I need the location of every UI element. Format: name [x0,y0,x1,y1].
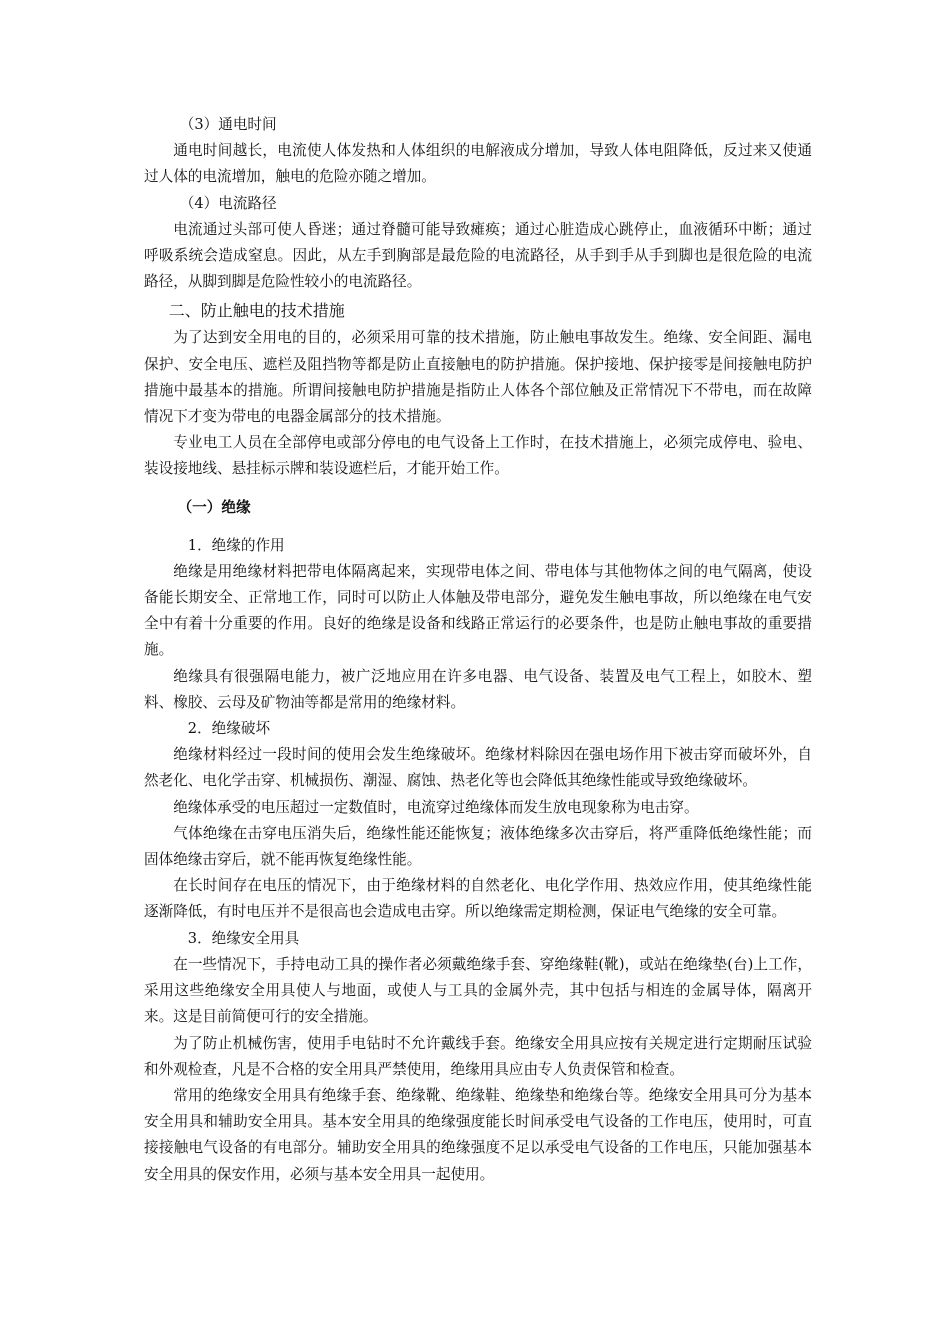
item-title-insulation-damage: 2．绝缘破坏 [187,720,271,738]
paragraph-measures-2: 专业电工人员在全部停电或部分停电的电气设备上工作时，在技术措施上，必须完成停电、验电、装设接地线、悬挂标示牌和装设遮栏后，才能开始工作。 [144,434,812,478]
section-heading-insulation: （一）绝缘 [177,498,251,516]
paragraph-insulation-tools-2: 为了防止机械伤害，使用手电钻时不允许戴线手套。绝缘安全用具应按有关规定进行定期耐压试验和外观检查，凡是不合格的安全用具严禁使用，绝缘用具应由专人负责保管和检查。 [144,1034,812,1078]
paragraph-insulation-tools-3: 常用的绝缘安全用具有绝缘手套、绝缘靴、绝缘鞋、绝缘垫和绝缘台等。绝缘安全用具可分为基本安全用具和辅助安全用具。基本安全用具的绝缘强度能长时间承受电气设备的工作电压，使用时，可直接接触电气设备的有电部分。辅助安全用具的绝缘强度不足以承受电气设备的工作电压，只能加强基本安全用具的保安作用，必须与基本安全用具一起使用。 [144,1086,812,1183]
document-page [144,112,812,1188]
paragraph-path: 电流通过头部可使人昏迷；通过脊髓可能导致瘫痪；通过心脏造成心跳停止，血液循环中断；通过呼吸系统会造成窒息。因此，从左手到胸部是最危险的电流路径，从手到手从手到脚也是很危险的电流路径，从脚到脚是危险性较小的电流路径。 [144,220,812,291]
paragraph-duration: 通电时间越长，电流使人体发热和人体组织的电解液成分增加，导致人体电阻降低，反过来又使通过人体的电流增加，触电的危险亦随之增加。 [144,142,812,186]
section-heading-technical-measures: 二、防止触电的技术措施 [168,301,345,321]
subsection-title-duration: （3）通电时间 [179,116,277,133]
paragraph-measures-1: 为了达到安全用电的目的，必须采用可靠的技术措施，防止触电事故发生。绝缘、安全间距、漏电保护、安全电压、遮栏及阻挡物等都是防止直接触电的防护措施。保护接地、保护接零是间接触电防护措施中最基本的措施。所谓间接触电防护措施是指防止人体各个部位触及正常情况下不带电，而在故障情况下才变为带电的电器金属部分的技术措施。 [144,329,812,426]
item-title-insulation-tools: 3．绝缘安全用具 [187,929,300,947]
item-title-insulation-function: 1．绝缘的作用 [187,536,285,554]
paragraph-insulation-damage-2: 绝缘体承受的电压超过一定数值时，电流穿过绝缘体而发生放电现象称为电击穿。 [173,798,699,816]
paragraph-insulation-tools-1: 在一些情况下，手持电动工具的操作者必须戴绝缘手套、穿绝缘鞋(靴)，或站在绝缘垫(台)上工作，采用这些绝缘安全用具使人与地面，或使人与工具的金属外壳，其中包括与相连的金属导体，隔离开来。这是目前简便可行的安全措施。 [144,955,812,1026]
subsection-title-path: （4）电流路径 [179,194,277,212]
paragraph-insulation-function-1: 绝缘是用绝缘材料把带电体隔离起来，实现带电体之间、带电体与其他物体之间的电气隔离，使设备能长期安全、正常地工作，同时可以防止人体触及带电部分，避免发生触电事故，所以绝缘在电气安全中有着十分重要的作用。良好的绝缘是设备和线路正常运行的必要条件，也是防止触电事故的重要措施。 [144,562,812,659]
paragraph-insulation-damage-4: 在长时间存在电压的情况下，由于绝缘材料的自然老化、电化学作用、热效应作用，使其绝缘性能逐渐降低，有时电压并不是很高也会造成电击穿。所以绝缘需定期检测，保证电气绝缘的安全可靠。 [144,877,812,921]
paragraph-insulation-function-2: 绝缘具有很强隔电能力，被广泛地应用在许多电器、电气设备、装置及电气工程上，如胶木、塑料、橡胶、云母及矿物油等都是常用的绝缘材料。 [144,667,812,711]
paragraph-insulation-damage-3: 气体绝缘在击穿电压消失后，绝缘性能还能恢复；液体绝缘多次击穿后，将严重降低绝缘性能；而固体绝缘击穿后，就不能再恢复绝缘性能。 [144,824,812,869]
paragraph-insulation-damage-1: 绝缘材料经过一段时间的使用会发生绝缘破坏。绝缘材料除因在强电场作用下被击穿而破坏外，自然老化、电化学击穿、机械损伤、潮湿、腐蚀、热老化等也会降低其绝缘性能或导致绝缘破坏。 [144,746,812,790]
